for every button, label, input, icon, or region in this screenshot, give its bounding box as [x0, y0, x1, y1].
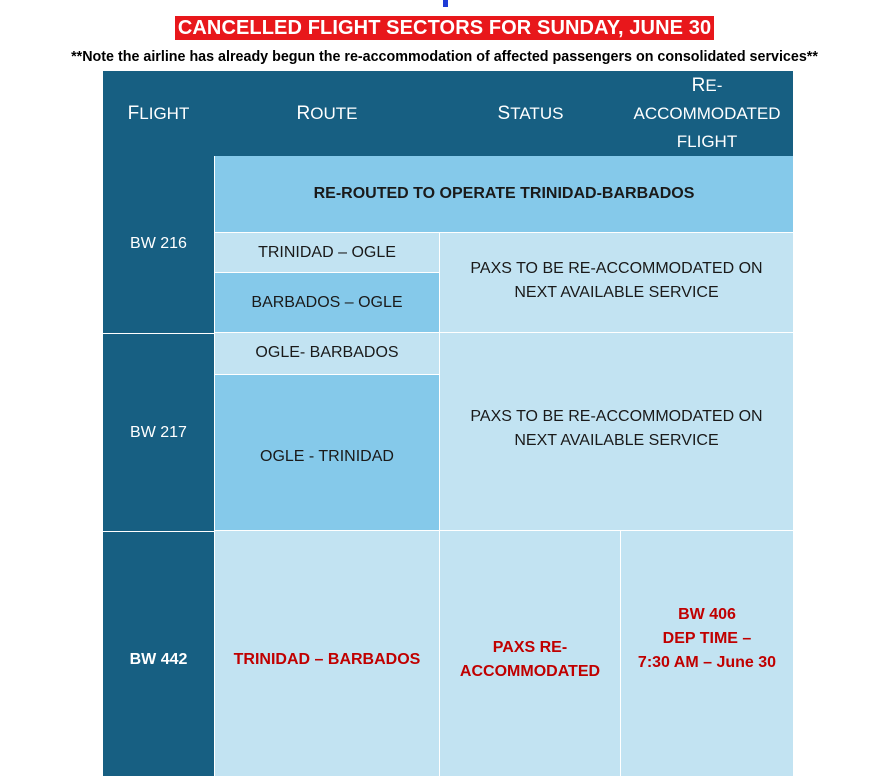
flight-cell-bw217: BW 217 — [103, 333, 214, 531]
status-cell-bw442: PAXS RE- ACCOMMODATED — [440, 531, 621, 776]
route-cell-bw216-1: TRINIDAD – OGLE — [214, 233, 440, 273]
reaccommodated-cell-bw442: BW 406 DEP TIME – 7:30 AM – June 30 — [621, 531, 793, 776]
route-cell-bw217-2: OGLE - TRINIDAD — [214, 375, 440, 531]
page-title — [0, 16, 889, 40]
header-status: STATUS — [440, 71, 621, 156]
page-title-text: CANCELLED FLIGHT SECTORS FOR SUNDAY, JUNE 30 — [175, 16, 714, 40]
status-cell-bw217: PAXS TO BE RE-ACCOMMODATED ON NEXT AVAILABLE SERVICE — [440, 333, 793, 531]
flight-cell-bw442: BW 442 — [103, 531, 214, 776]
reroute-banner-bw216: RE-ROUTED TO OPERATE TRINIDAD-BARBADOS — [214, 156, 793, 233]
header-flight: FLIGHT — [103, 71, 214, 156]
top-accent-mark — [443, 0, 448, 7]
header-reaccommodated-flight: RE- ACCOMMODATED FLIGHT — [621, 71, 793, 156]
header-route: ROUTE — [214, 71, 440, 156]
status-cell-bw216: PAXS TO BE RE-ACCOMMODATED ON NEXT AVAILABLE SERVICE — [440, 233, 793, 333]
route-cell-bw442: TRINIDAD – BARBADOS — [214, 531, 440, 776]
route-cell-bw217-1: OGLE- BARBADOS — [214, 333, 440, 375]
note-text: **Note the airline has already begun the re-accommodation of affected passengers on consolidated services** — [71, 49, 818, 65]
route-cell-bw216-2: BARBADOS – OGLE — [214, 273, 440, 333]
flight-cell-bw216: BW 216 — [103, 156, 214, 333]
